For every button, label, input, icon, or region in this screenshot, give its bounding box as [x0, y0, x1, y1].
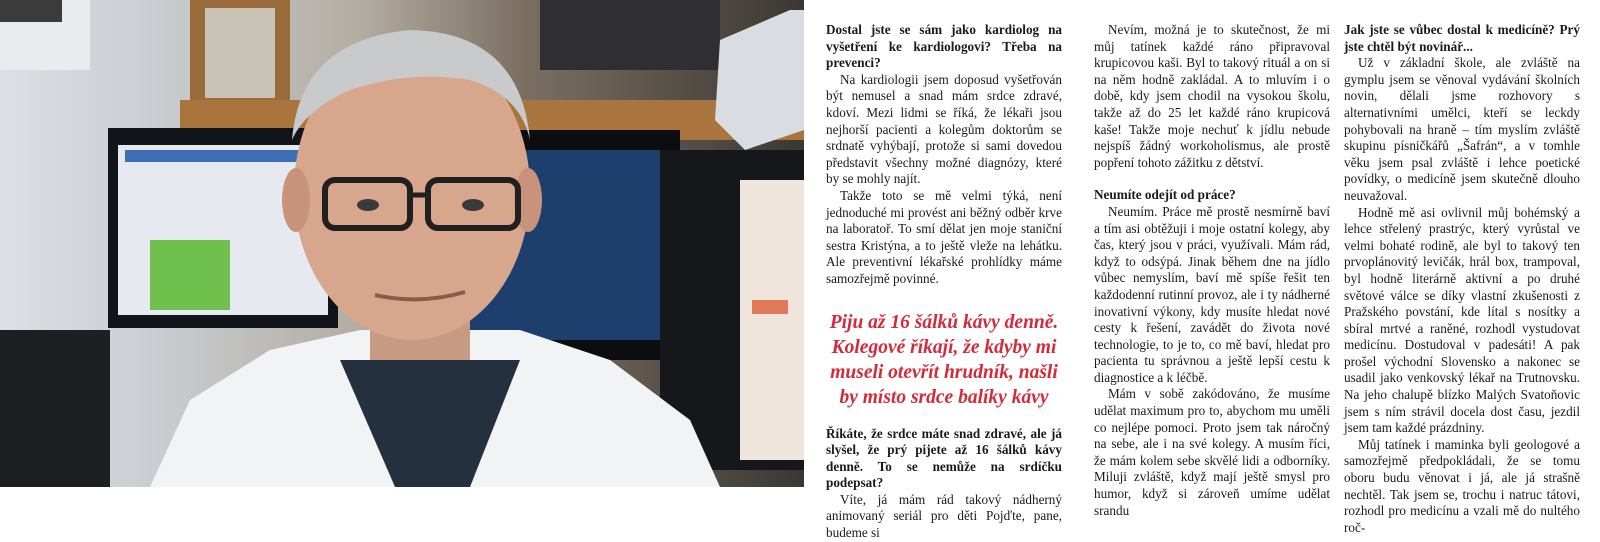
answer-paragraph: Můj tatínek i maminka byli geologové a samozřejmě předpokládali, že se tomu oboru budu věnovat i já, ale já strašně nechtěl. Tak jsem se, trochu i natruc tátovi, rozhodl pro medicínu a vzali mě do nultého roč-	[1344, 436, 1580, 535]
answer-paragraph: Nevím, možná je to skutečnost, že mi můj tatínek každé ráno připravoval krupicovou kaši. Byl to takový rituál a on si na něm hodně zakládal. A to mluvím i o době, kdy jsem chodil na vysokou školu, takže až do 25 let každé ráno krupicová kaše! Takže moje nechuť k jídlu nebude nejspíš žádný workoholismus, ale prostě popření tohoto zážitku z dětství.	[1094, 22, 1330, 170]
right-monitor-screen	[740, 180, 804, 460]
answer-paragraph: Na kardiologii jsem doposud vyšetřován být nemusel a snad mám srdce zdravé, kdoví. Mezi lidmi se říká, že lékaři jsou nejhorší pacienti a kolegům doktorům se srdnatě vyhýbají, protože si sami dovedou představit všechny možné diagnózy, které by se mohly najít.	[826, 71, 1062, 187]
right-eye	[462, 199, 484, 211]
article-column-1	[826, 22, 1062, 542]
picture-frame-inner	[205, 8, 275, 98]
screen-titlebar	[125, 150, 325, 162]
answer-paragraph: Takže toto se mě velmi týká, není jednoduché mi provést ani běžný odběr krve na laboratoř. To smí dělat jen moje staniční sestra Kristýna, a to ještě vleže na lehátku. Ale preventivní lékařské prohlídky máme samozřejmě povinné.	[826, 187, 1062, 286]
desk-lamp	[715, 10, 804, 150]
interview-question: Říkáte, že srdce máte snad zdravé, ale já slyšel, že prý pijete až 16 šálků kávy denně. To se nemůže na srdíčku podepsat?	[826, 425, 1062, 491]
left-eye	[357, 199, 379, 211]
interview-question: Dostal jste se sám jako kardiolog na vyšetření ke kardiologovi? Třeba na prevenci?	[826, 22, 1062, 71]
shelf-object-dark	[540, 0, 720, 70]
screen-orange-mark	[752, 300, 788, 314]
answer-paragraph: Už v základní škole, ale zvláště na gymplu jsem se věnoval vydávání školních novin, dělali jsme rozhovory s alternativními umělci, kteří se leckdy pohybovali na hraně – tím myslím zvláště skupinu písničkářů „Šafrán“, a v tomhle věku jsem psal zvláště i lehce poetické povídky, o medicíně jsem skutečně dlouho neuvažoval.	[1344, 55, 1580, 203]
answer-paragraph: Víte, já mám rád takový nádherný animovaný seriál pro děti Pojďte, pane, budeme si	[826, 491, 1062, 541]
answer-paragraph: Hodně mě asi ovlivnil můj bohémský a lehce střelený prastrýc, který vyrůstal ve velmi bohaté rodině, ale byl to takový ten prvoplánovitý levičák, hrál box, trampoval, byl hodně literárně aktivní a po druhé světové válce se díky vlastní zkušenosti z Pražského povstání, kde lítal s nosítky a sbíral mrtvé a raněné, rozhodl vystudovat medicínu. Dostudoval v padesáti! A pak prošel východní Slovensko a nakonec se usadil jako venkovský lékař na Trutnovsku. Na jeho chalupě blízko Malých Svatoňovic jsem s ním strávil docela dost času, jezdil jsem tam každé prázdniny.	[1344, 204, 1580, 436]
article-column-3	[1344, 22, 1580, 536]
article-text	[826, 22, 1594, 541]
portrait-photo	[0, 0, 804, 487]
answer-paragraph: Mám v sobě zakódováno, že musíme udělat maximum pro to, abychom mu uměli co nejlépe pomoci. Proto jsem tak náročný na sebe, ale i na své kolegy. A musím říci, že mám kolem sebe skvělé lidi a odborníky. Miluji zvláště, když mají ještě smysl pro humor, když si zároveň umíme udělat srandu	[1094, 386, 1330, 518]
pull-quote: Piju až 16 šálků kávy denně. Kolegové říkají, že kdyby mi museli otevřít hrudník, našli by místo srdce balíky kávy	[829, 311, 1059, 408]
portrait-illustration	[0, 0, 804, 487]
screen-green-block	[150, 240, 230, 310]
interview-question: Neumíte odejít od práce?	[1094, 187, 1236, 203]
article-column-2	[1094, 22, 1330, 519]
answer-paragraph: Neumím. Práce mě prostě nesmírně baví a tím asi obtěžuji i moje ostatní kolegy, aby čas, který jsou v práci, využívali. Mám rád, když to odsýpá. Jinak během dne na jídlo vůbec nemyslím, baví mě spíše řešit ten každodenní rutinní provoz, ale i ty nádherné inovativní výkony, kdy musíte hledat nové cesty k řešení, zavádět do života nové technologie, to je to, co mě baví, hledat pro pacienta tu správnou a ještě lepší cestu k diagnostice a k léčbě.	[1094, 203, 1330, 385]
left-ear	[282, 168, 310, 232]
office-chair	[0, 330, 110, 487]
poster-dark-corner	[0, 0, 62, 22]
interview-question: Jak jste se vůbec dostal k medicíně? Prý jste chtěl být novinář...	[1344, 22, 1580, 54]
